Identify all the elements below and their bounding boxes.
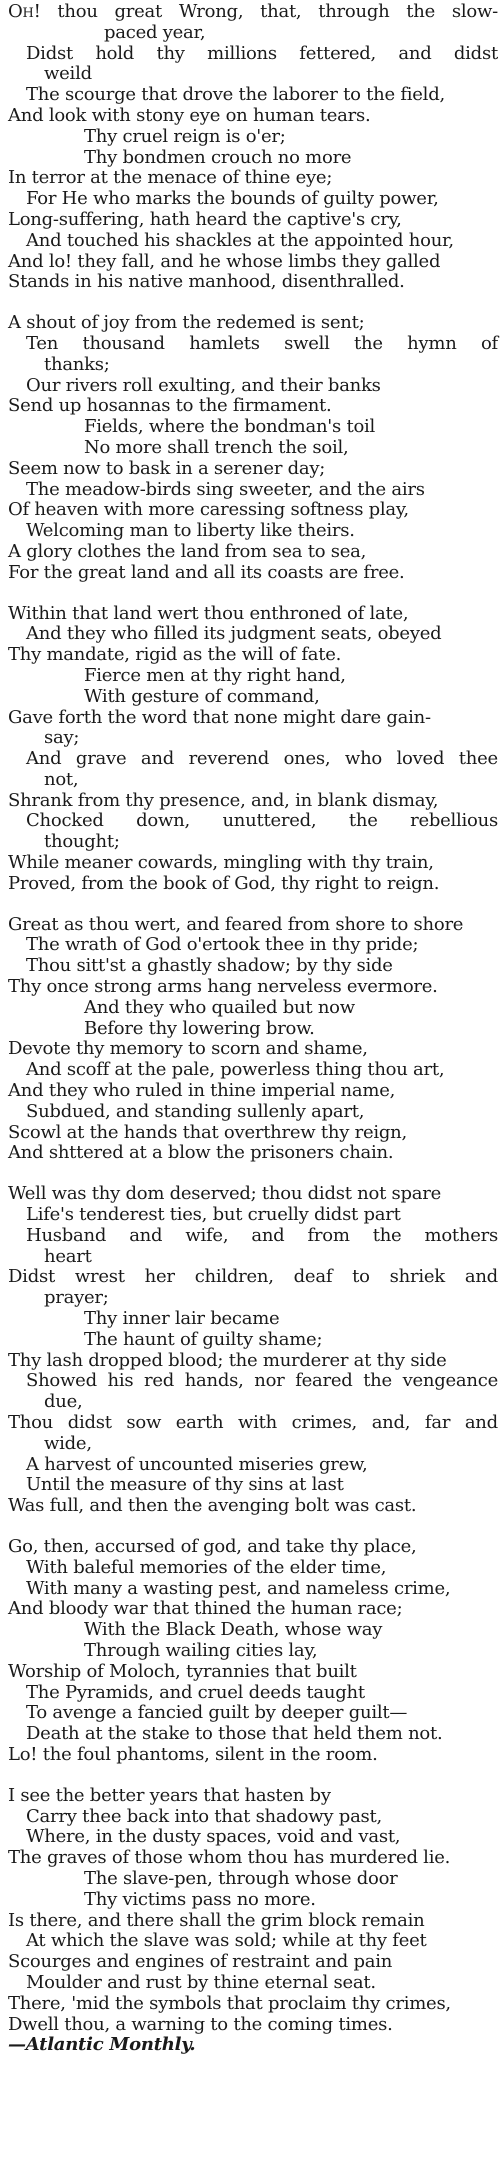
poem-line: Fields, where the bondman's toil — [84, 417, 376, 438]
poem-line: say; — [44, 728, 80, 749]
poem-line: A glory clothes the land from sea to sea, — [8, 541, 367, 562]
poem-line: Showed his red hands, nor feared the vengeance — [26, 1371, 498, 1392]
poem-line: Before thy lowering brow. — [84, 1018, 315, 1039]
poem-line: Shrank from thy presence, and, in blank dismay, — [8, 790, 439, 811]
stanza — [0, 1184, 502, 1517]
stanza — [0, 313, 502, 583]
poem-line: In terror at the menace of thine eye; — [8, 168, 333, 189]
poem-line: Scowl at the hands that overthrew thy reign, — [8, 1122, 407, 1143]
poem-line: And they who filled its judgment seats, obeyed — [26, 624, 442, 645]
poem-line: And scoff at the pale, powerless thing thou art, — [26, 1060, 445, 1081]
poem-line: The meadow-birds sing sweeter, and the airs — [26, 479, 425, 500]
poem-line: A shout of joy from the redemed is sent; — [8, 313, 365, 334]
poem-line: With baleful memories of the elder time, — [26, 1557, 387, 1578]
poem-line: heart — [44, 1246, 92, 1267]
poem-line: And shttered at a blow the prisoners chain. — [8, 1143, 394, 1164]
stanza — [0, 1786, 502, 2036]
poem-line: And they who quailed but now — [84, 997, 355, 1018]
poem-line: Husband and wife, and from the mothers — [26, 1225, 498, 1246]
poem-line: wide, — [44, 1433, 92, 1454]
poem-line: Oh! thou great Wrong, that, through the slow- — [8, 2, 498, 22]
poem-line: To avenge a fancied guilt by deeper guilt— — [26, 1703, 408, 1724]
poem-line: The scourge that drove the laborer to the field, — [26, 85, 445, 106]
poem-line: Scourges and engines of restraint and pain — [8, 1952, 393, 1973]
poem-line: Thy mandate, rigid as the will of fate. — [8, 645, 342, 666]
poem-line: And lo! they fall, and he whose limbs they galled — [8, 251, 441, 272]
poem — [0, 2, 502, 2035]
poem-line: due, — [44, 1392, 83, 1413]
poem-line: Where, in the dusty spaces, void and vast, — [26, 1827, 401, 1848]
poem-line: Subdued, and standing sullenly apart, — [26, 1101, 365, 1122]
poem-line: And bloody war that thined the human race; — [8, 1599, 403, 1620]
poem-line: With many a wasting pest, and nameless crime, — [26, 1578, 451, 1599]
poem-line: And touched his shackles at the appointed hour, — [26, 230, 454, 251]
poem-line: With gesture of command, — [84, 686, 320, 707]
poem-line: Didst hold thy millions fettered, and didst — [26, 43, 498, 64]
poem-line: Was full, and then the avenging bolt was cast. — [8, 1496, 417, 1517]
poem-line: Thy bondmen crouch no more — [84, 147, 352, 168]
stanza — [0, 604, 502, 895]
poem-line: I see the better years that hasten by — [8, 1785, 331, 1806]
poem-line: Gave forth the word that none might dare gain- — [8, 707, 431, 728]
poem-line: Is there, and there shall the grim block remain — [8, 1910, 425, 1931]
poem-line: paced year, — [104, 22, 206, 43]
poem-line: Lo! the foul phantoms, silent in the room. — [8, 1744, 378, 1765]
poem-line: thanks; — [44, 354, 110, 375]
poem-line: For the great land and all its coasts are free. — [8, 562, 405, 583]
poem-line: No more shall trench the soil, — [84, 437, 349, 458]
poem-line: Go, then, accursed of god, and take thy place, — [8, 1536, 417, 1557]
poem-line: The Pyramids, and cruel deeds taught — [26, 1682, 365, 1703]
poem-line: Seem now to bask in a serener day; — [8, 458, 326, 479]
poem-line: The haunt of guilty shame; — [84, 1329, 323, 1350]
poem-line: Death at the stake to those that held them not. — [26, 1724, 443, 1745]
poem-line: There, 'mid the symbols that proclaim thy crimes, — [8, 1993, 451, 2014]
poem-line: And look with stony eye on human tears. — [8, 105, 371, 126]
poem-line: Worship of Moloch, tyrannies that built — [8, 1661, 357, 1682]
poem-line: Our rivers roll exulting, and their banks — [26, 375, 381, 396]
poem-line: The slave-pen, through whose door — [84, 1868, 398, 1889]
poem-line: Great as thou wert, and feared from shore to shore — [8, 914, 464, 935]
poem-line: Until the measure of thy sins at last — [26, 1475, 344, 1496]
poem-line: Ten thousand hamlets swell the hymn of — [26, 333, 498, 354]
poem-line: Thy once strong arms hang nerveless evermore. — [8, 977, 438, 998]
poem-line: While meaner cowards, mingling with thy train, — [8, 853, 434, 874]
stanza — [0, 1537, 502, 1766]
attribution: —Atlantic Monthly. — [8, 2034, 196, 2056]
poem-line: Through wailing cities lay, — [84, 1640, 318, 1661]
poem-line: Life's tenderest ties, but cruelly didst part — [26, 1205, 401, 1226]
poem-line: The wrath of God o'ertook thee in thy pride; — [26, 935, 419, 956]
poem-line: Within that land wert thou enthroned of late, — [8, 603, 409, 624]
poem-line: For He who marks the bounds of guilty power, — [26, 189, 439, 210]
poem-line: Proved, from the book of God, thy right to reign. — [8, 873, 440, 894]
poem-line: Thy inner lair became — [84, 1309, 280, 1330]
poem-line: The graves of those whom thou has murdered lie. — [8, 1848, 451, 1869]
poem-line: At which the slave was sold; while at thy feet — [26, 1931, 427, 1952]
stanza — [0, 2, 502, 293]
poem-line: Thou didst sow earth with crimes, and, far and — [8, 1413, 498, 1433]
poem-line: Devote thy memory to scorn and shame, — [8, 1039, 368, 1060]
poem-line: Thy victims pass no more. — [84, 1889, 316, 1910]
poem-line: And grave and reverend ones, who loved thee — [26, 749, 498, 770]
poem-line: weild — [44, 64, 92, 85]
poem-line: prayer; — [44, 1288, 109, 1309]
poem-line: And they who ruled in thine imperial name, — [8, 1081, 396, 1102]
poem-line: Fierce men at thy right hand, — [84, 665, 346, 686]
poem-line: Thou sitt'st a ghastly shadow; by thy side — [26, 956, 393, 977]
stanza — [0, 915, 502, 1165]
poem-line: Of heaven with more caressing softness play, — [8, 500, 409, 521]
poem-line: Long-suffering, hath heard the captive's cry, — [8, 209, 402, 230]
poem-line: Carry thee back into that shadowy past, — [26, 1806, 382, 1827]
poem-line: Send up hosannas to the firmament. — [8, 396, 332, 417]
poem-line: With the Black Death, whose way — [84, 1620, 383, 1641]
poem-line: Thy cruel reign is o'er; — [84, 126, 286, 147]
poem-line: Stands in his native manhood, disenthralled. — [8, 272, 405, 293]
poem-line: Chocked down, unuttered, the rebellious — [26, 811, 498, 832]
poem-line: Thy lash dropped blood; the murderer at thy side — [8, 1350, 447, 1371]
poem-line: thought; — [44, 832, 120, 853]
poem-line: Welcoming man to liberty like theirs. — [26, 521, 355, 542]
poem-line: A harvest of uncounted miseries grew, — [26, 1454, 368, 1475]
poem-line: Dwell thou, a warning to the coming times. — [8, 2014, 393, 2035]
poem-line: Moulder and rust by thine eternal seat. — [26, 1972, 376, 1993]
poem-line: Didst wrest her children, deaf to shriek and — [8, 1267, 498, 1288]
poem-line: Well was thy dom deserved; thou didst not spare — [8, 1184, 442, 1205]
poem-line: not, — [44, 769, 79, 790]
